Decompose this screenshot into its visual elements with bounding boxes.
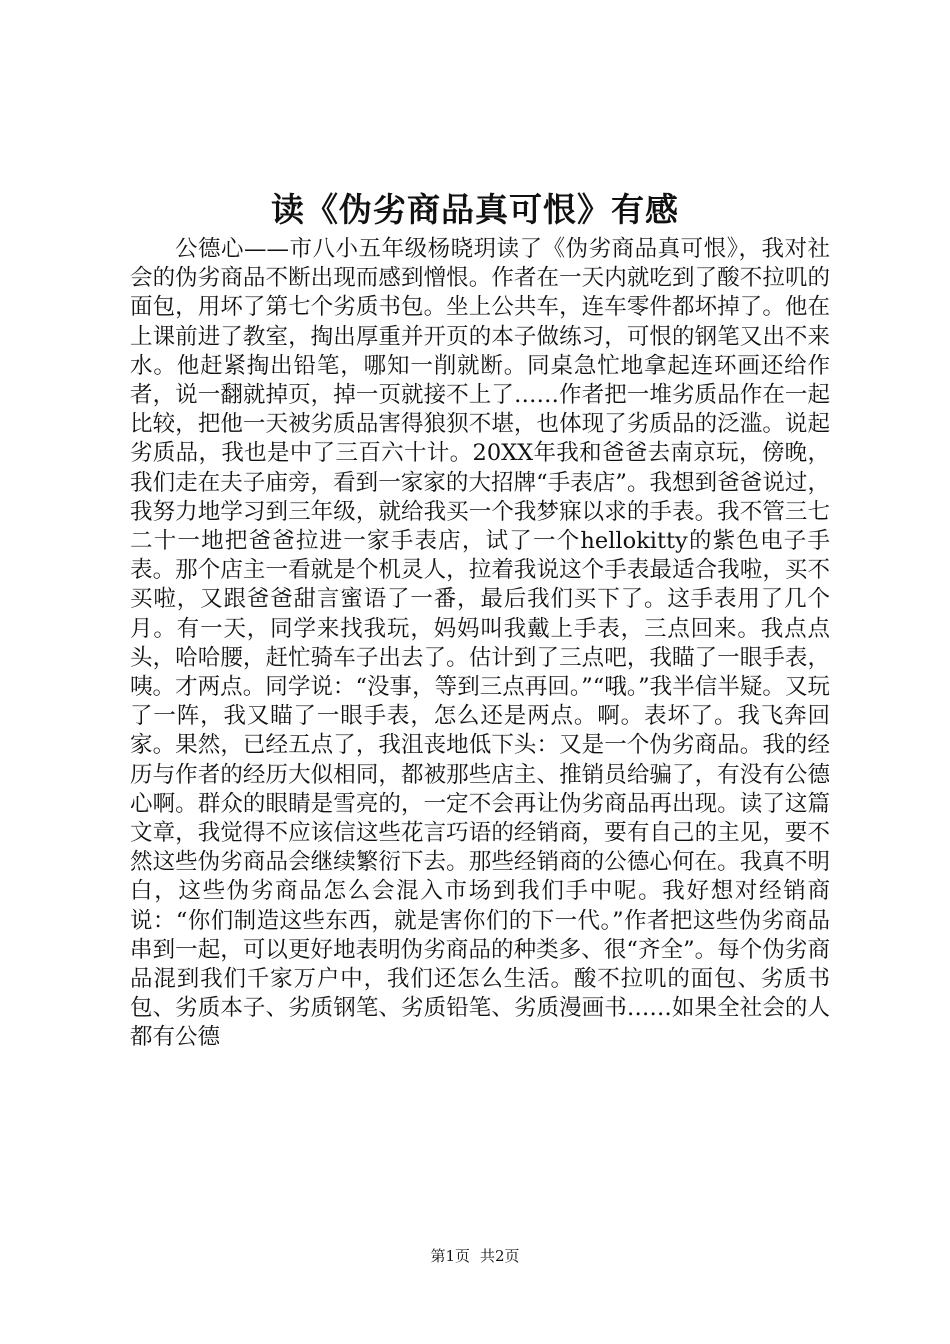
page-number-total: 共2页 [480, 1247, 520, 1265]
document-body: 公德心——市八小五年级杨晓玥读了《伪劣商品真可恨》，我对社会的伪劣商品不断出现而感到憎恨。作者在一天内就吃到了酸不拉叽的面包，用坏了第七个劣质书包。坐上公共车，连车零件都坏掉了。他在上课前进了教室，掏出厚重并开页的本子做练习，可恨的钢笔又出不来水。他赶紧掏出铅笔，哪知一削就断。同桌急忙地拿起连环画还给作者，说一翻就掉页，掉一页就接不上了……作者把一堆劣质品作在一起比较，把他一天被劣质品害得狼狈不堪，也体现了劣质品的泛滥。说起劣质品，我也是中了三百六十计。20XX年我和爸爸去南京玩，傍晚，我们走在夫子庙旁，看到一家家的大招牌“手表店”。我想到爸爸说过，我努力地学习到三年级，就给我买一个我梦寐以求的手表。我不管三七二十一地把爸爸拉进一家手表店，试了一个hellokitty的紫色电子手表。那个店主一看就是个机灵人，拉着我说这个手表最适合我啦，买不买啦，又跟爸爸甜言蜜语了一番，最后我们买下了。这手表用了几个月。有一天，同学来找我玩，妈妈叫我戴上手表，三点回来。我点点头，哈哈腰，赶忙骑车子出去了。估计到了三点吧，我瞄了一眼手表，咦。才两点。同学说：“没事，等到三点再回。”“哦。”我半信半疑。又玩了一阵，我又瞄了一眼手表，怎么还是两点。啊。表坏了。我飞奔回家。果然，已经五点了，我沮丧地低下头：又是一个伪劣商品。我的经历与作者的经历大似相同，都被那些店主、推销员给骗了，有没有公德心啊。群众的眼睛是雪亮的，一定不会再让伪劣商品再出现。读了这篇文章，我觉得不应该信这些花言巧语的经销商，要有自己的主见，要不然这些伪劣商品会继续繁衍下去。那些经销商的公德心何在。我真不明白，这些伪劣商品怎么会混入市场到我们手中呢。我好想对经销商说：“你们制造这些东西，就是害你们的下一代。”作者把这些伪劣商品串到一起，可以更好地表明伪劣商品的种类多、很“齐全”。每个伪劣商品混到我们千家万户中，我们还怎么生活。酸不拉叽的面包、劣质书包、劣质本子、劣质钢笔、劣质铅笔、劣质漫画书……如果全社会的人都有公德 [130, 236, 830, 1051]
page-footer [0, 1246, 950, 1266]
document-title: 读《伪劣商品真可恨》有感 [271, 190, 679, 229]
page-number-current: 第1页 [430, 1247, 470, 1265]
